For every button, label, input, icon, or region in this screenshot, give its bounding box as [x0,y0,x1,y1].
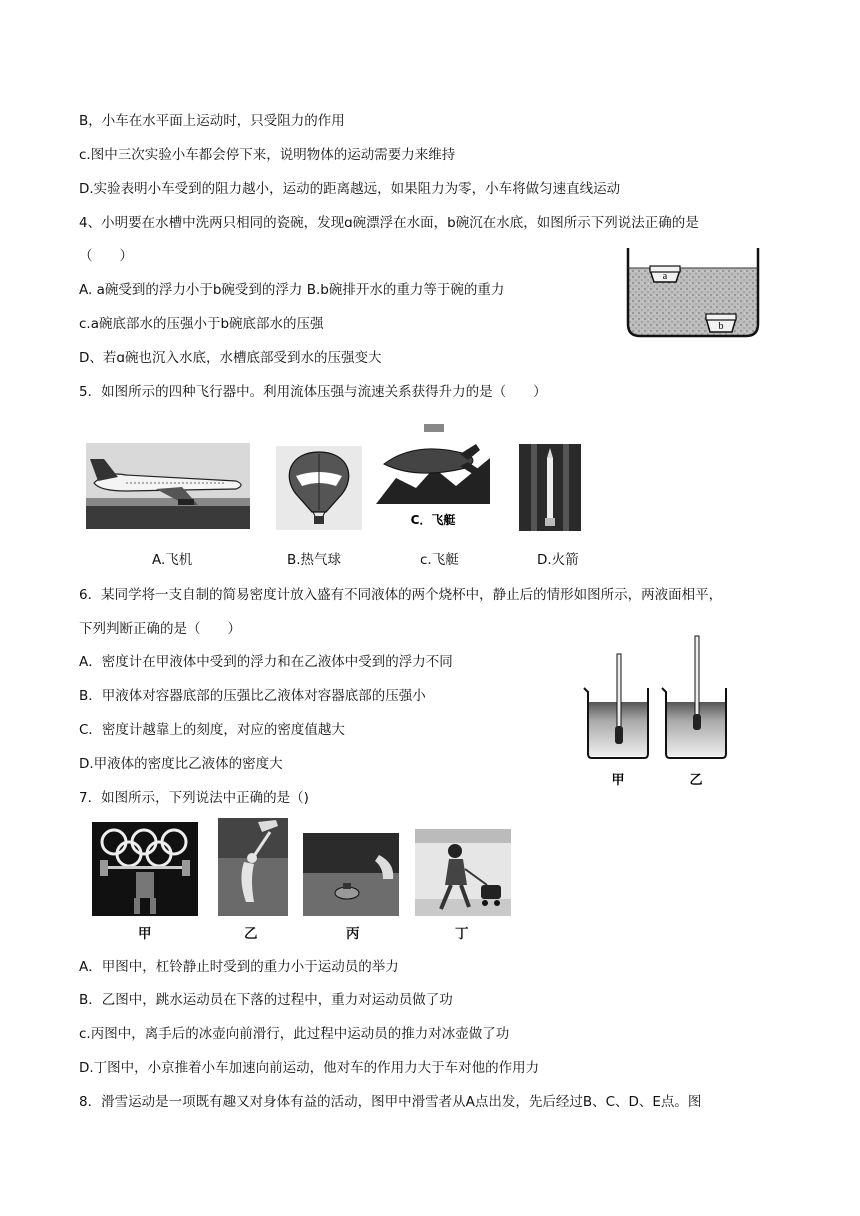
q4-option-c: c.a碗底部水的压强小于b碗底部水的压强 [79,316,324,332]
q4-water-tank-figure [620,246,766,341]
question-8-stem: 8．滑雪运动是一项既有趣又对身体有益的活动，图甲中滑雪者从A点出发，先后经过B、C、D、E点。图 [79,1094,702,1110]
question-4-blank: （ ） [79,248,133,264]
label-ding: 丁 [455,926,469,942]
rocket-image [519,444,581,531]
bowl-b-label: b [718,321,724,332]
beaker-yi-label: 乙 [689,773,703,788]
q7-option-c: c.丙图中，离手后的冰壶向前滑行，此过程中运动员的推力对冰壶做了功 [79,1026,510,1042]
option-c-line: c.图中三次实验小车都会停下来，说明物体的运动需要力来维持 [79,147,456,163]
question-7-stem: 7．如图所示，下列说法中正确的是（) [79,790,309,806]
q4-option-ab: A. a碗受到的浮力小于b碗受到的浮力 B.b碗排开水的重力等于碗的重力 [79,282,505,298]
question-6-stem-cont: 下列判断正确的是（ ） [79,621,241,637]
q6-option-d: D.甲液体的密度比乙液体的密度大 [79,756,283,772]
caption-rocket: D.火箭 [537,552,579,568]
option-d-line: D.实验表明小车受到的阻力越小，运动的距离越远，如果阻力为零，小车将做匀速直线运动 [79,181,621,197]
airplane-image [86,443,250,529]
label-yi: 乙 [244,926,258,942]
airship-inset-label: C．飞艇 [410,513,456,527]
q6-option-a: A．密度计在甲液体中受到的浮力和在乙液体中受到的浮力不同 [79,654,453,670]
diving-image [218,818,288,916]
option-b-line: B，小车在水平面上运动时，只受阻力的作用 [79,113,345,129]
pushing-cart-image [415,829,511,916]
question-4-stem: 4、小明要在水槽中洗两只相同的瓷碗，发现ɑ碗漂浮在水面，b碗沉在水底，如图所示下列说法正确的是 [79,215,699,231]
caption-airplane: A.飞机 [152,552,193,568]
weightlifting-image [92,822,198,916]
question-6-stem: 6．某同学将一支自制的简易密度计放入盛有不同液体的两个烧杯中，静止后的情形如图所示，两液面相平， [79,587,723,603]
bowl-a-label: a [662,271,668,282]
curling-image [303,833,399,916]
beaker-jia [584,654,648,758]
q6-option-b: B．甲液体对容器底部的压强比乙液体对容器底部的压强小 [79,688,426,704]
label-bing: 丙 [346,926,360,942]
question-5-stem: 5．如图所示的四种飞行器中。利用流体压强与流速关系获得升力的是（ ） [79,384,547,400]
q7-option-d: D.丁图中，小京推着小车加速向前运动，他对车的作用力大于车对他的作用力 [79,1060,540,1076]
q7-option-a: A．甲图中，杠铃静止时受到的重力小于运动员的举力 [79,959,399,975]
q6-option-c: C．密度计越靠上的刻度，对应的密度值越大 [79,722,345,738]
beaker-jia-label: 甲 [611,773,625,788]
airship-image [376,418,490,532]
label-jia: 甲 [138,926,152,942]
beaker-yi [662,636,726,758]
q6-beakers-figure [580,630,740,790]
caption-hot-air-balloon: B.热气球 [287,552,342,568]
caption-airship: c.飞艇 [420,552,459,568]
hot-air-balloon-image [276,446,362,530]
q4-option-d: D、若ɑ碗也沉入水底，水槽底部受到水的压强变大 [79,350,382,366]
q7-option-b: B．乙图中，跳水运动员在下落的过程中，重力对运动员做了功 [79,992,453,1008]
